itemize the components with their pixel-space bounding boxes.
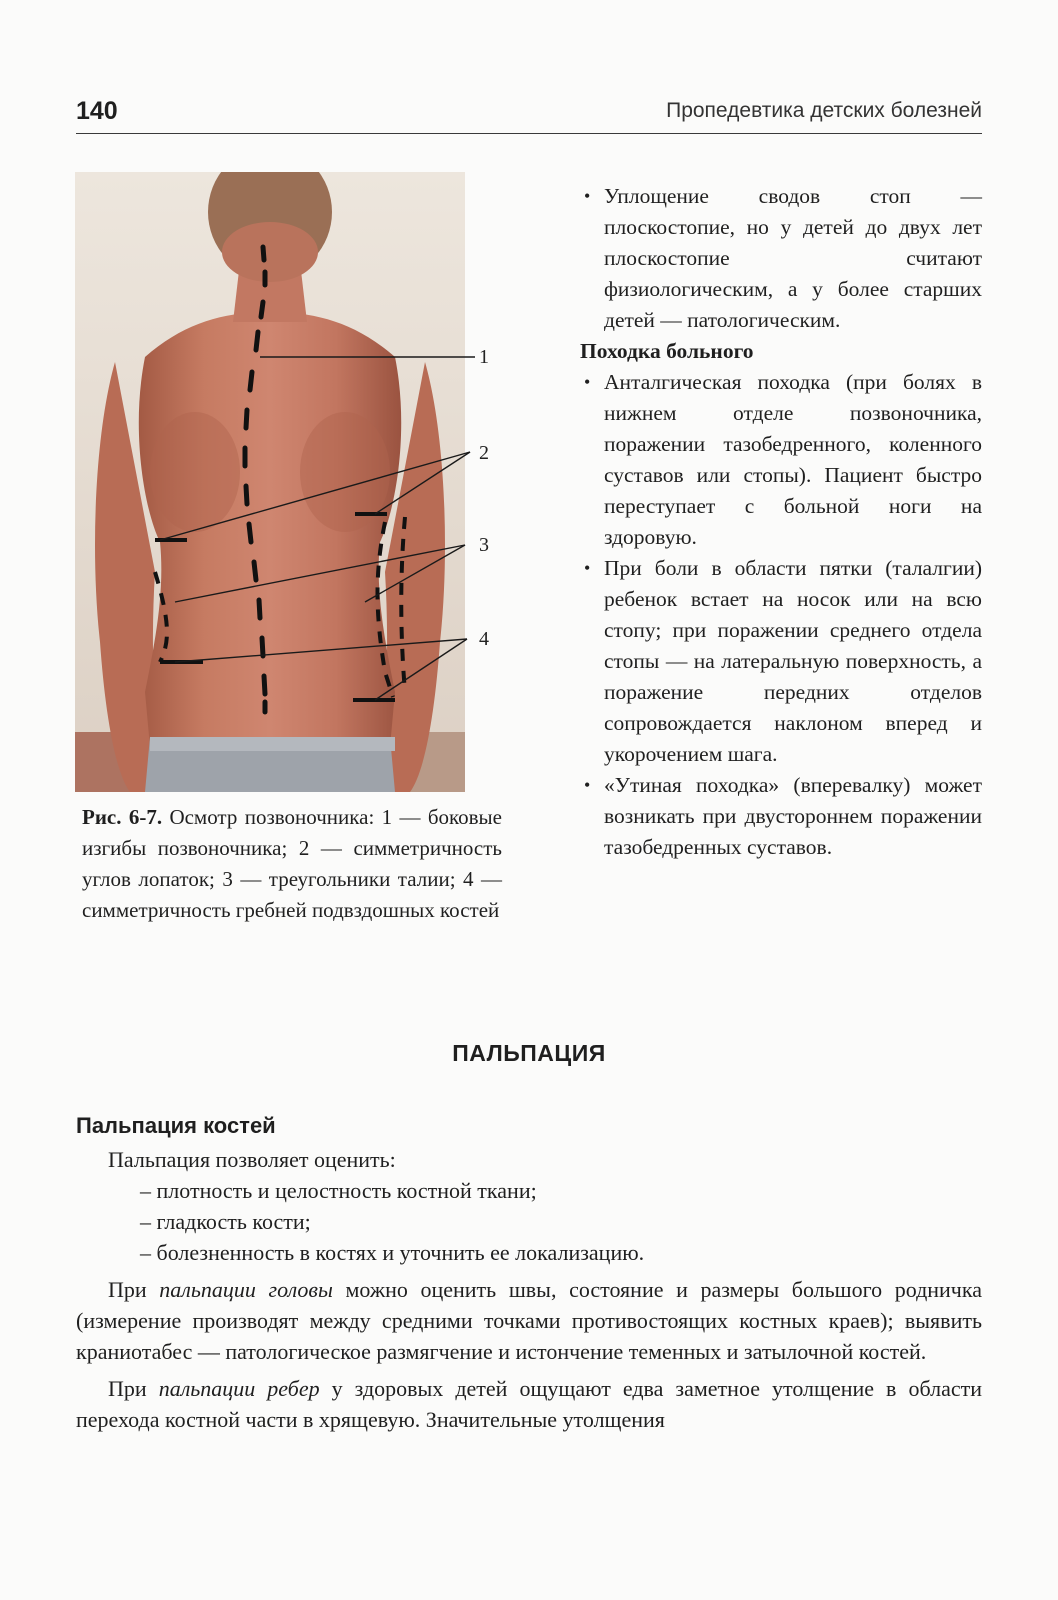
callout-4: 4 bbox=[479, 628, 489, 650]
emphasis-head-palpation: пальпации головы bbox=[159, 1277, 333, 1302]
list-item: – плотность и целостность костной ткани; bbox=[140, 1178, 537, 1203]
paragraph-start: При bbox=[108, 1277, 160, 1302]
bullet-flatfoot: • Уплощение сводов стоп — плоскостопие, но у детей до двух лет плоскостопие считают физиологическим, а у более старших детей — патологическим. bbox=[580, 181, 982, 336]
paragraph-rib-palpation bbox=[76, 1373, 982, 1435]
running-title: Пропедевтика детских болезней bbox=[666, 99, 982, 122]
caption-text: Осмотр позвоночника: 1 — боковые изгибы позвоночника; 2 — симметричность углов лопаток; 3 — треугольники талии; 4 — симметричность гребней подвздошных костей bbox=[82, 805, 502, 922]
paragraph-rest: можно оценить швы, состояние и размеры большого родничка (измерение производят между средними точками противостоящих костных краев); выявить краниотабес — патологическое размягчение и истончение теменных и затылочной костей. bbox=[76, 1277, 982, 1364]
bullet-duck-gait: • «Утиная походка» (вперевалку) может возникать при двустороннем поражении тазобедренных суставов. bbox=[580, 770, 982, 863]
figure-caption bbox=[82, 802, 502, 926]
callout-lines bbox=[75, 172, 515, 792]
subsection-title: Пальпация костей bbox=[76, 1113, 276, 1138]
list-item: – болезненность в костях и уточнить ее локализацию. bbox=[140, 1240, 645, 1265]
figure-callouts bbox=[75, 172, 515, 792]
body-text bbox=[76, 1144, 982, 1435]
callout-2: 2 bbox=[479, 442, 489, 464]
paragraph-head-palpation bbox=[76, 1274, 982, 1367]
paragraph-rest: у здоровых детей ощущают едва заметное утолщение в области перехода костной части в хрящевую. Значительные утолщения bbox=[76, 1376, 982, 1432]
paragraph-start: При bbox=[108, 1376, 159, 1401]
list-item: – гладкость кости; bbox=[140, 1209, 311, 1234]
bullet-heel-pain: • При боли в области пятки (талалгии) ребенок встает на носок или на всю стопу; при поражении среднего отдела стопы — на латеральную поверхность, а поражение передних отделов сопровождается наклоном вперед и укорочением шага. bbox=[580, 553, 982, 770]
page-number: 140 bbox=[76, 97, 118, 125]
section-title: ПАЛЬПАЦИЯ bbox=[452, 1040, 606, 1066]
callout-1: 1 bbox=[479, 346, 489, 368]
bullet-antalgic-gait: • Анталгическая походка (при болях в нижнем отделе позвоночника, поражении тазобедренного, коленного суставов или стопы). Пациент быстро переступает с больной ноги на здоровую. bbox=[580, 367, 982, 553]
callout-3: 3 bbox=[479, 534, 489, 556]
right-column bbox=[580, 181, 982, 863]
page-header bbox=[76, 97, 982, 134]
gait-heading: Походка больного bbox=[580, 339, 754, 363]
caption-label: Рис. 6-7. bbox=[82, 805, 163, 829]
emphasis-rib-palpation: пальпации ребер bbox=[158, 1376, 320, 1401]
intro-line: Пальпация позволяет оценить: bbox=[108, 1147, 396, 1172]
